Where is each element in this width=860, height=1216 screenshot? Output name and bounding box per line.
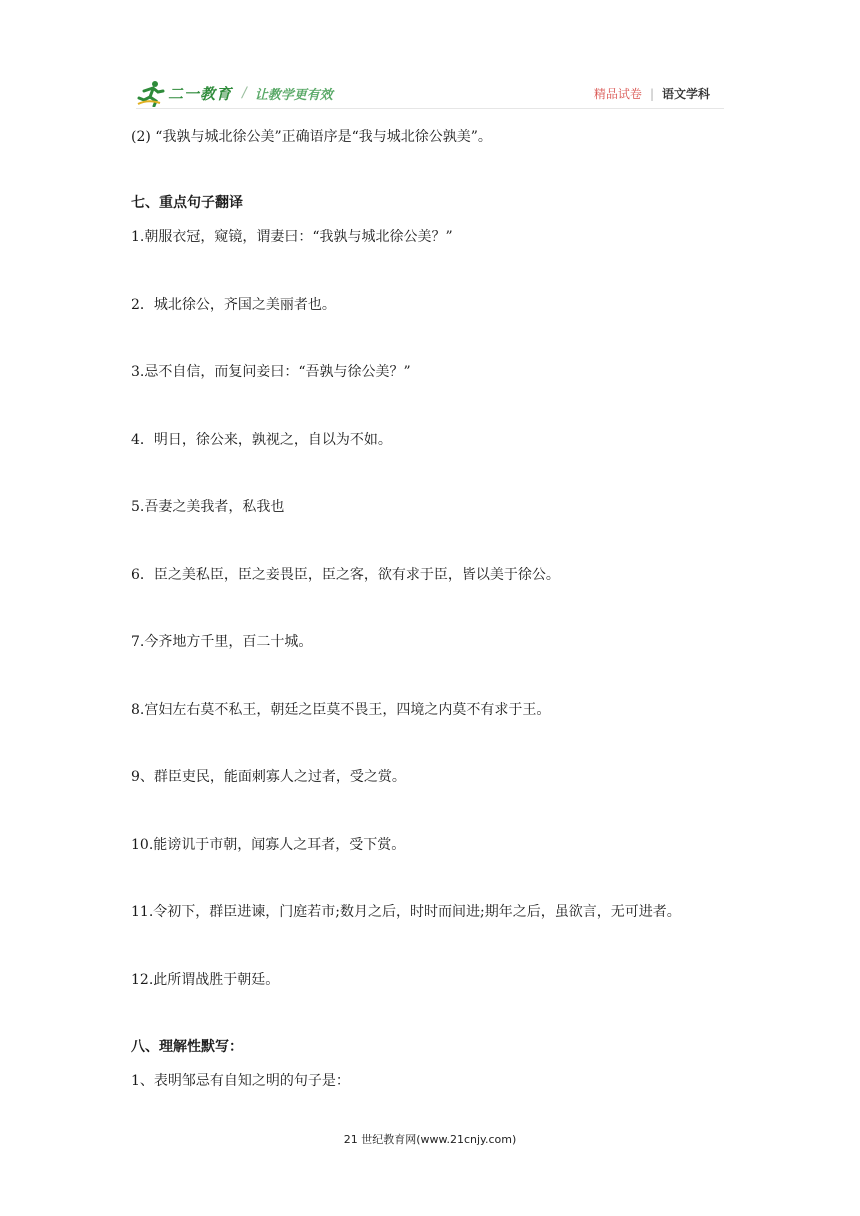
running-figure-icon (136, 79, 166, 107)
sentence-7: 7.今齐地方千里，百二十城。 (131, 634, 313, 650)
dictation-1: 1、表明邹忌有自知之明的句子是： (131, 1073, 350, 1089)
sentence-2: 2．城北徐公，齐国之美丽者也。 (131, 297, 336, 313)
sentence-9: 9、群臣吏民，能面刺寡人之过者，受之赏。 (131, 769, 406, 785)
logo-text: 二一教育 (168, 84, 233, 103)
section-8-title: 八、理解性默写： (131, 1039, 243, 1055)
sentence-6: 6．臣之美私臣，臣之妾畏臣，臣之客，欲有求于臣，皆以美于徐公。 (131, 567, 560, 583)
note-word-order: (2) “我孰与城北徐公美”正确语序是“我与城北徐公孰美”。 (131, 129, 492, 145)
sentence-4: 4．明日，徐公来，孰视之，自以为不如。 (131, 432, 392, 448)
sentence-12: 12.此所谓战胜于朝廷。 (131, 972, 280, 988)
sentence-5: 5.吾妻之美我者，私我也 (131, 499, 285, 515)
sentence-1: 1.朝服衣冠，窥镜，谓妻曰：“我孰与城北徐公美？” (131, 229, 453, 245)
logo-slogan: 让教学更有效 (254, 87, 333, 103)
sentence-11: 11.令初下，群臣进谏，门庭若市;数月之后，时时而间进;期年之后，虽欲言，无可进者。 (131, 904, 681, 920)
page-footer[interactable]: 21 世纪教育网(www.21cnjy.com) (343, 1133, 517, 1146)
section-7-title: 七、重点句子翻译 (131, 195, 243, 211)
header-divider (136, 108, 724, 109)
sentence-8: 8.宫妇左右莫不私王，朝廷之臣莫不畏王，四境之内莫不有求于王。 (131, 702, 551, 718)
page-header (136, 78, 724, 108)
sentence-10: 10.能谤讥于市朝，闻寡人之耳者，受下赏。 (131, 837, 406, 853)
tag-subject: 语文学科 (661, 87, 710, 101)
tag-premium: 精品试卷 (593, 87, 642, 101)
header-tags (594, 85, 710, 102)
tag-separator: | (649, 86, 654, 101)
brand-logo[interactable] (136, 78, 333, 108)
logo-divider: / (242, 85, 247, 101)
sentence-3: 3.忌不自信，而复问妾曰：“吾孰与徐公美？” (131, 364, 411, 380)
